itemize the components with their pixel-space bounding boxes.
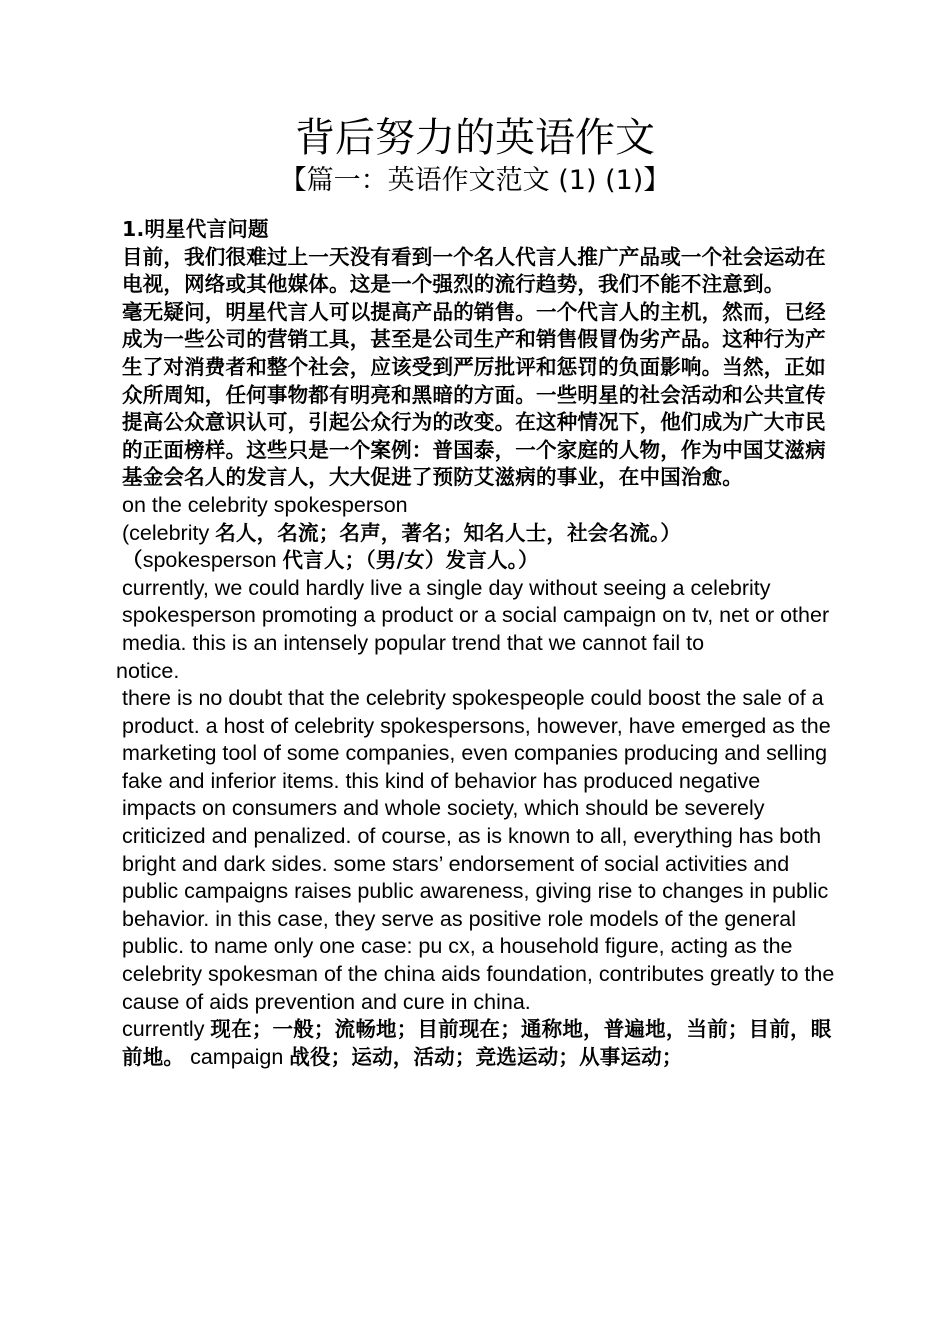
document-body (116, 216, 840, 1071)
gloss-word: (celebrity (122, 520, 216, 545)
vocab-definition: 现在；一般；流畅地；目前现在；通称地，普遍地，当前；目前，眼前地。 (122, 1017, 832, 1069)
vocab-word: campaign (184, 1044, 290, 1069)
english-paragraph-2: there is no doubt that the celebrity spokespeople could boost the sale of a product. a host of celebrity spokespersons, however, have emerged as the marketing tool of some companies, even companies producing and selling fake and inferior items. this kind of behavior has produced negative impacts on consumers and whole society, which should be severely criticized and penalized. of course, as is known to all, everything has both bright and dark sides. some stars’ endorsement of social activities and public campaigns raises public awareness, giving rise to changes in public behavior. in this case, they serve as positive role models of the general public. to name only one case: pu cx, a household figure, acting as the celebrity spokesman of the china aids foundation, contributes greatly to the cause of aids prevention and cure in china. (122, 686, 835, 1014)
vocabulary-notes (116, 1016, 840, 1071)
section-heading: 1.明星代言问题 (122, 217, 269, 241)
gloss-celebrity (116, 520, 840, 548)
chinese-paragraph-2: 毫无疑问，明星代言人可以提高产品的销售。一个代言人的主机，然而，已经成为一些公司的营销工具，甚至是公司生产和销售假冒伪劣产品。这种行为产生了对消费者和整个社会，应该受到严厉批评和惩罚的负面影响。当然，正如众所周知，任何事物都有明亮和黑暗的方面。一些明星的社会活动和公共宣传提高公众意识认可，引起公众行为的改变。在这种情况下，他们成为广大市民的正面榜样。这些只是一个案例：普国泰，一个家庭的人物，作为中国艾滋病基金会名人的发言人，大大促进了预防艾滋病的事业，在中国治愈。 (122, 299, 826, 490)
gloss-definition: 代言人；（男/女）发言人。） (282, 548, 539, 573)
gloss-definition: 名人，名流；名声，著名；知名人士，社会名流。） (215, 520, 682, 545)
page-subtitle: 【篇一：英语作文范文 (1) (1)】 (279, 165, 671, 196)
english-paragraph-1: currently, we could hardly live a single day without seeing a celebrity spokesperson promoting a product or a social campaign on tv, net or other media. this is an intensely popular trend that we cannot fail to (122, 575, 830, 655)
vocab-definition: 战役；运动，活动；竞选运动；从事运动； (289, 1044, 683, 1069)
page-title: 背后努力的英语作文 (295, 115, 655, 161)
gloss-word: spokesperson (142, 548, 283, 573)
gloss-open-paren: （ (122, 548, 143, 573)
english-paragraph-1-continued: notice. (116, 658, 180, 683)
vocab-word: currently (122, 1017, 211, 1042)
english-heading: on the celebrity spokesperson (122, 492, 408, 517)
chinese-paragraph-1: 目前，我们很难过上一天没有看到一个名人代言人推广产品或一个社会运动在电视，网络或其他媒体。这是一个强烈的流行趋势，我们不能不注意到。 (122, 244, 826, 297)
gloss-spokesperson (116, 547, 840, 575)
